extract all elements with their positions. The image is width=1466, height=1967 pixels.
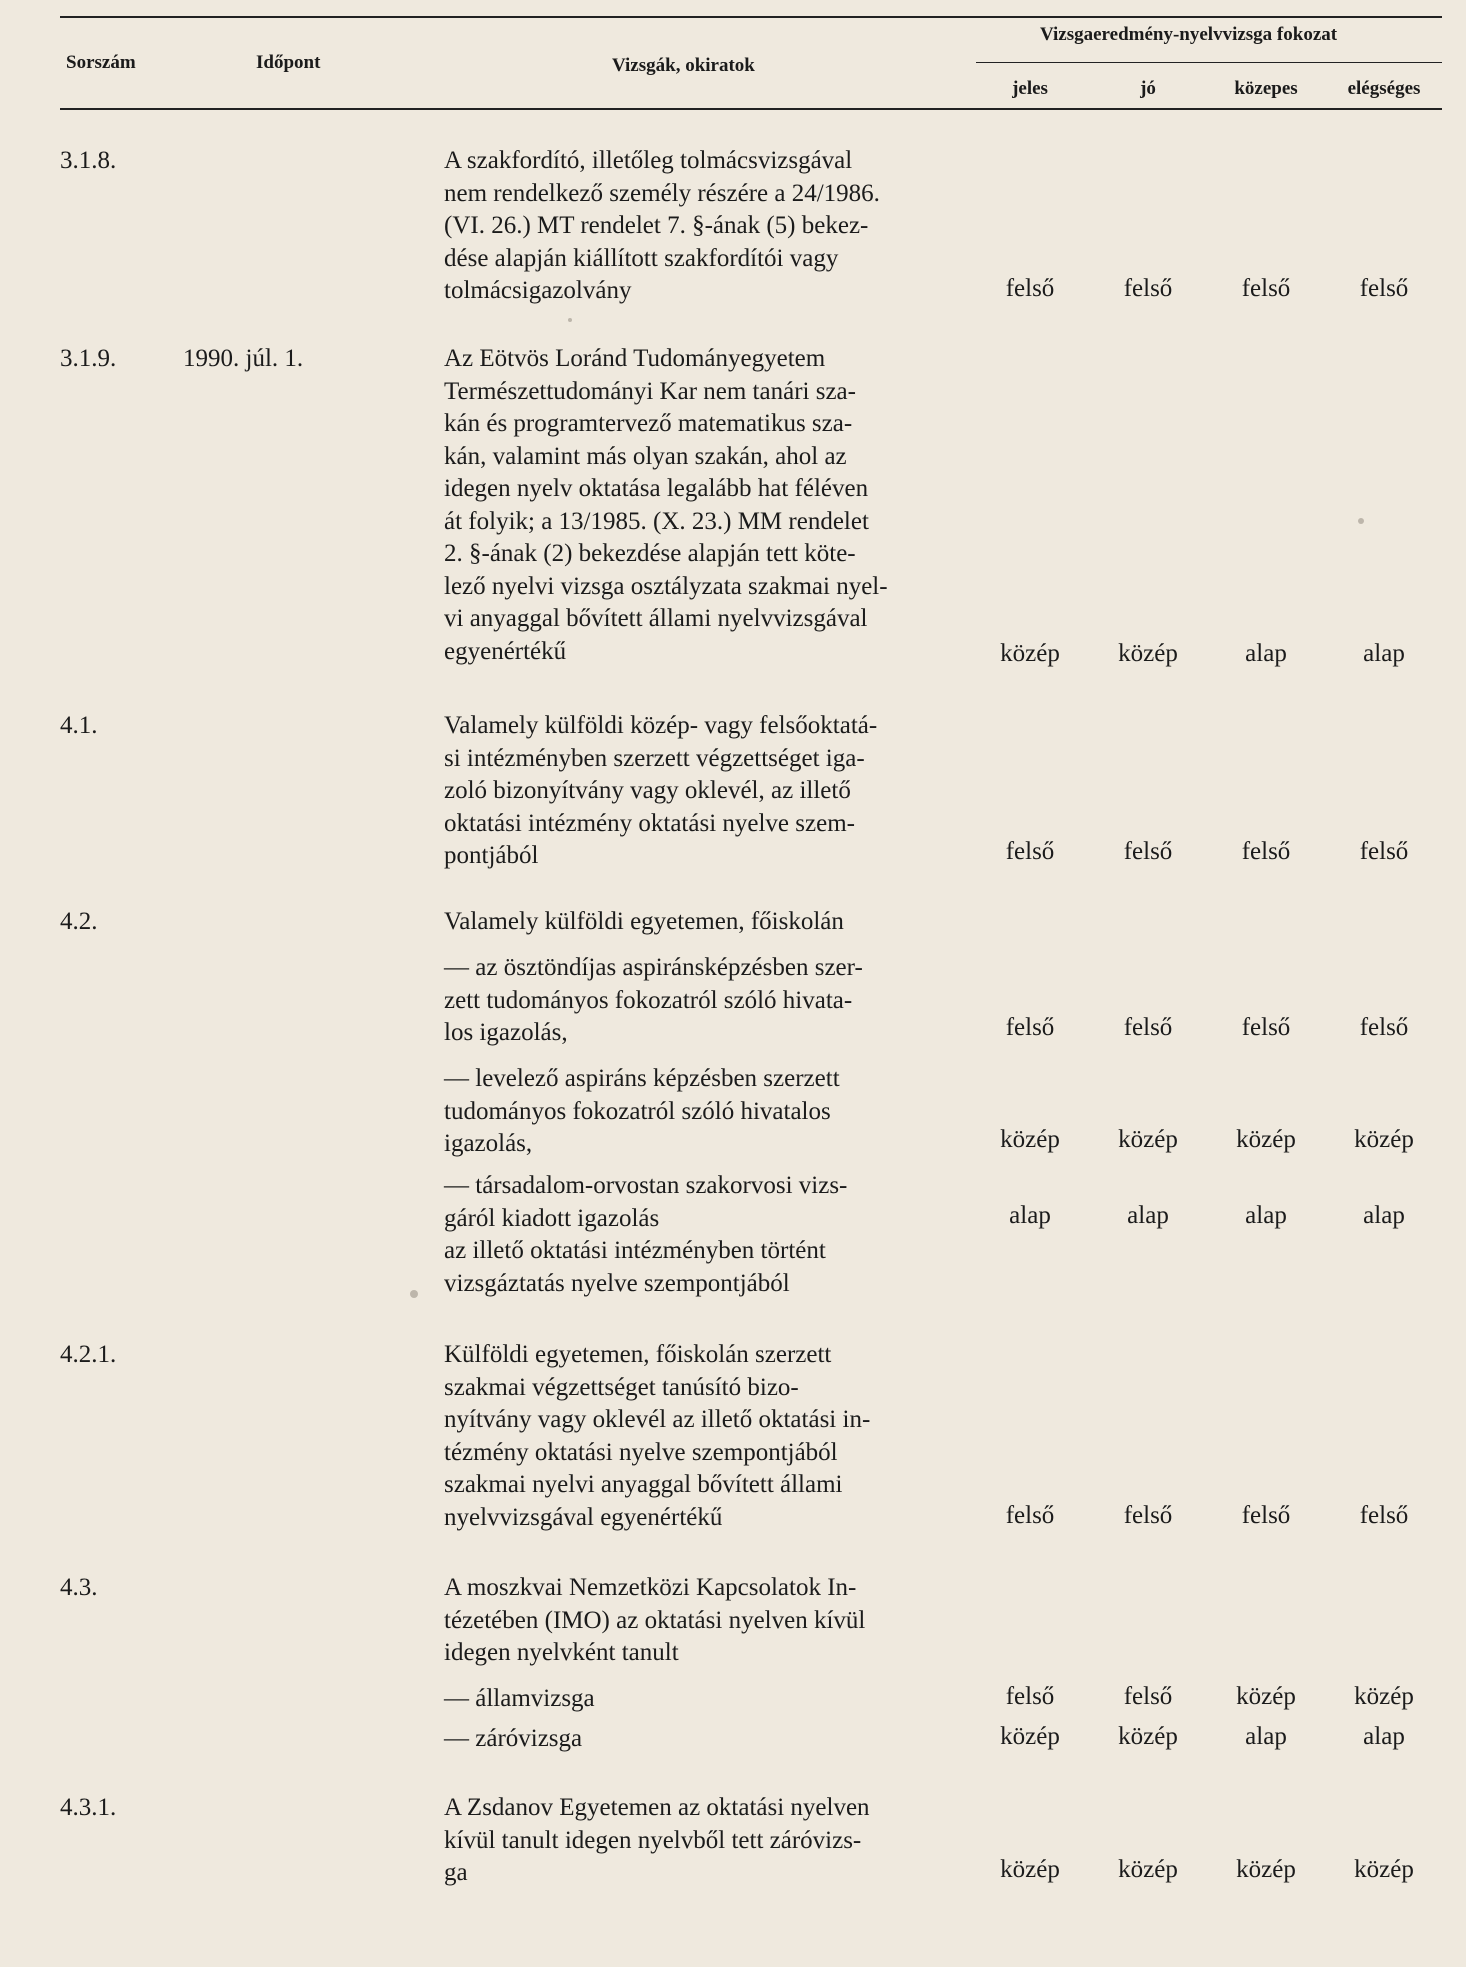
row-subitem [444, 1063, 938, 1161]
grade-jeles: felső [1005, 275, 1055, 302]
desc-line: tolmácsigazolvány [444, 277, 632, 304]
desc-line: nyítvány vagy oklevél az illető oktatási in- [444, 1406, 871, 1433]
desc-line: át folyik; a 13/1985. (X. 23.) MM rendelet [444, 507, 869, 535]
header-vizsgak: Vizsgák, okiratok [612, 55, 755, 76]
grade-elegseges: alap [1363, 1723, 1405, 1750]
grade-kozepes: alap [1245, 1202, 1287, 1229]
grade-jo: felső [1123, 1014, 1173, 1041]
desc-line: az illető oktatási intézményben történt [444, 1237, 826, 1264]
grade-jeles: közép [1000, 1856, 1060, 1883]
grade-kozepes: felső [1241, 1014, 1291, 1041]
desc-line: Valamely külföldi közép- vagy felsőoktatá- [444, 712, 878, 739]
grade-elegseges: felső [1359, 838, 1409, 865]
row-subitem: — államvizsga [444, 1685, 595, 1712]
grade-jeles: közép [1000, 1723, 1060, 1750]
desc-line: egyenértékű [444, 637, 567, 665]
row-number: 4.2.1. [60, 1341, 117, 1368]
grade-elegseges: közép [1354, 1683, 1414, 1710]
grade-jeles: közép [1000, 1126, 1060, 1153]
grade-jo: közép [1118, 1856, 1178, 1883]
grade-kozepes: alap [1245, 640, 1287, 667]
desc-line: nyelvvizsgával egyenértékű [444, 1503, 723, 1531]
paper-speck [1358, 518, 1364, 524]
desc-line: los igazolás, [444, 1019, 568, 1046]
desc-line: lező nyelvi vizsga osztályzata szakmai nyel- [444, 572, 888, 600]
row-number: 4.3. [60, 1574, 98, 1601]
desc-line: zoló bizonyítvány vagy oklevél, az illető [444, 777, 851, 804]
desc-line: idegen nyelvként tanult [444, 1639, 679, 1666]
header-sorszam: Sorszám [66, 52, 136, 73]
header-idopont: Időpont [256, 52, 321, 73]
row-subitem [444, 1170, 938, 1300]
header-grade-kozepes: közepes [1234, 78, 1298, 99]
grade-jo: közép [1118, 1723, 1178, 1750]
grade-kozepes: felső [1241, 838, 1291, 865]
row-description [444, 145, 938, 308]
grade-kozepes: felső [1241, 275, 1291, 302]
desc-line: kán és programtervező matematikus sza- [444, 410, 853, 437]
row-number: 4.3.1. [60, 1794, 117, 1821]
header-results: Vizsgaeredmény-nyelvvizsga fokozat [1040, 24, 1338, 45]
desc-line: si intézményben szerzett végzettséget iga- [444, 744, 865, 772]
desc-line: A moszkvai Nemzetközi Kapcsolatok In- [444, 1574, 857, 1601]
grade-elegseges: felső [1359, 1502, 1409, 1529]
row-number: 3.1.8. [60, 147, 117, 174]
grade-jo: felső [1123, 1502, 1173, 1529]
grade-jo: közép [1118, 640, 1178, 667]
header-grade-elegseges: elégséges [1347, 78, 1421, 99]
desc-line: Külföldi egyetemen, főiskolán szerzett [444, 1341, 832, 1368]
desc-line: tézetében (IMO) az oktatási nyelven kívül [444, 1606, 866, 1634]
desc-line: pontjából [444, 842, 539, 869]
grade-elegseges: alap [1363, 640, 1405, 667]
row-description [444, 1792, 938, 1890]
desc-line: vizsgáztatás nyelve szempontjából [444, 1269, 790, 1297]
row-description [444, 1572, 938, 1670]
desc-line: 2. §-ának (2) bekezdése alapján tett köte- [444, 540, 856, 567]
grade-jeles: felső [1005, 1683, 1055, 1710]
grade-kozepes: alap [1245, 1723, 1287, 1750]
grade-jo: alap [1127, 1202, 1169, 1229]
grade-jo: közép [1118, 1126, 1178, 1153]
header-grade-jeles: jeles [1012, 78, 1048, 99]
desc-line: A szakfordító, illetőleg tolmácsvizsgával [444, 147, 853, 174]
desc-line: Természettudományi Kar nem tanári sza- [444, 377, 856, 405]
row-number: 3.1.9. [60, 345, 117, 372]
desc-line: — levelező aspiráns képzésben szerzett [444, 1065, 840, 1092]
grade-jo: felső [1123, 838, 1173, 865]
grade-elegseges: közép [1354, 1856, 1414, 1883]
desc-line: (VI. 26.) MT rendelet 7. §-ának (5) bekez- [444, 212, 869, 239]
desc-line: zett tudományos fokozatról szóló hivata- [444, 986, 853, 1014]
grade-kozepes: közép [1236, 1683, 1296, 1710]
grade-jeles: felső [1005, 1502, 1055, 1529]
row-number: 4.1. [60, 712, 98, 739]
row-description [444, 343, 938, 668]
grade-elegseges: felső [1359, 1014, 1409, 1041]
desc-line: — társadalom-orvostan szakorvosi vizs- [444, 1172, 848, 1199]
desc-line: szakmai végzettséget tanúsító bizo- [444, 1373, 799, 1401]
grade-elegseges: alap [1363, 1202, 1405, 1229]
desc-line: kívül tanult idegen nyelvből tett záróvizs- [444, 1826, 862, 1854]
grade-kozepes: közép [1236, 1856, 1296, 1883]
desc-line: vi anyaggal bővített állami nyelvvizsgával [444, 605, 868, 632]
row-subitem: — záróvizsga [444, 1725, 583, 1752]
row-subitem [444, 952, 938, 1050]
desc-line: tézmény oktatási nyelve szempontjából [444, 1438, 838, 1466]
desc-line: szakmai nyelvi anyaggal bővített állami [444, 1471, 843, 1498]
grade-elegseges: felső [1359, 275, 1409, 302]
grade-elegseges: közép [1354, 1126, 1414, 1153]
row-number: 4.2. [60, 908, 98, 935]
header-grade-jo: jó [1140, 78, 1156, 99]
desc-line: dése alapján kiállított szakfordítói vagy [444, 244, 839, 272]
desc-line: gáról kiadott igazolás [444, 1204, 660, 1232]
header-top-rule [60, 16, 1442, 18]
desc-line: oktatási intézmény oktatási nyelve szem- [444, 809, 855, 837]
desc-line: tudományos fokozatról szóló hivatalos [444, 1097, 831, 1125]
grade-jo: felső [1123, 1683, 1173, 1710]
desc-intro: Valamely külföldi egyetemen, főiskolán [444, 908, 844, 935]
header-sub-rule [976, 62, 1442, 63]
row-description [444, 906, 938, 939]
row-date: 1990. júl. 1. [183, 345, 304, 372]
row-description [444, 710, 938, 873]
desc-line: — az ösztöndíjas aspiránsképzésben szer- [444, 954, 863, 981]
grade-jo: felső [1123, 275, 1173, 302]
paper-speck [568, 318, 572, 322]
desc-line: ga [444, 1859, 468, 1886]
grade-jeles: felső [1005, 1014, 1055, 1041]
paper-speck [410, 1290, 418, 1298]
desc-line: A Zsdanov Egyetemen az oktatási nyelven [444, 1794, 870, 1821]
desc-line: nem rendelkező személy részére a 24/1986. [444, 179, 880, 207]
grade-jeles: alap [1009, 1202, 1051, 1229]
desc-line: idegen nyelv oktatása legalább hat féléven [444, 475, 869, 502]
grade-jeles: közép [1000, 640, 1060, 667]
desc-line: igazolás, [444, 1130, 533, 1157]
row-description [444, 1339, 938, 1534]
grade-kozepes: közép [1236, 1126, 1296, 1153]
desc-line: kán, valamint más olyan szakán, ahol az [444, 442, 847, 470]
header-bottom-rule [60, 108, 1442, 110]
desc-line: Az Eötvös Loránd Tudományegyetem [444, 345, 826, 372]
grade-kozepes: felső [1241, 1502, 1291, 1529]
grade-jeles: felső [1005, 838, 1055, 865]
